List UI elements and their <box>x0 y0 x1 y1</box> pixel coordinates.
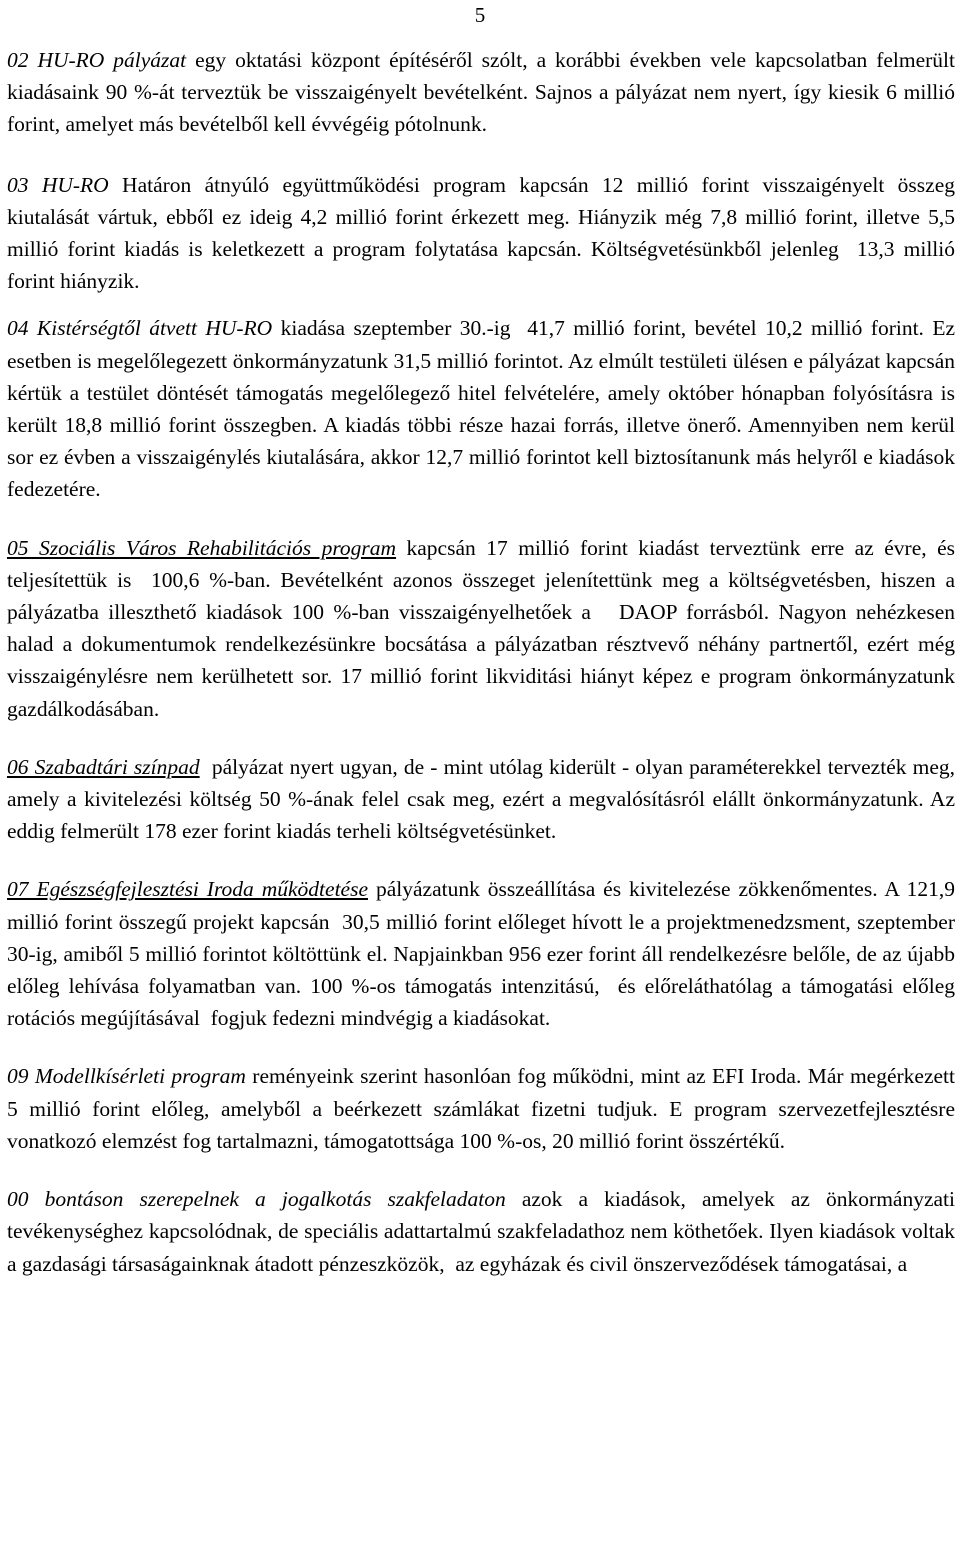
paragraph-text: kiadása szeptember 30.-ig 41,7 millió forint, bevétel 10,2 millió forint. Ez esetben is megelőlegezett önkormányzatunk 31,5 millió forintot. Az elmúlt testületi ülésen e pályázat kapcsán kértük a testület döntését támogatás megelőlegező hitel felvételére, amely október hónapban folyósításra is került 18,8 millió forint összegben. A kiadás többi része hazai forrás, illetve önerő. Amennyiben nem kerül sor ez évben a visszaigénylés kiutalására, akkor 12,7 millió forintot kell biztosítanunk más helyről e kiadások fedezetére. <box>7 316 960 502</box>
page-number: 5 <box>474 3 486 27</box>
paragraph-06-szabadtari-szinpad <box>7 751 960 848</box>
paragraph-text: kapcsán 17 millió forint kiadást terveztünk erre az évre, és teljesítettük is 100,6 %-ban. Bevételként azonos összeget jelenítettünk meg a költségvetésben, hiszen a pályázatba illeszthető kiadások 100 %-ban visszaigényelhetőek a DAOP forrásból. Nagyon nehézkesen halad a dokumentumok rendelkezésünkre bocsátása a pályázatban résztvevő néhány partnertől, ezért még visszaigénylésre nem kerülhetett sor. 17 millió forint likviditási hiányt képez e program önkormányzatunk gazdálkodásában. <box>7 535 960 721</box>
paragraph-text: pályázatunk összeállítása és kivitelezése zökkenőmentes. A 121,9 millió forint összegű projekt kapcsán 30,5 millió forint előleget hívott le a projektmenedzsment, szeptember 30-ig, amiből 5 millió forintot költöttünk el. Napjainkban 956 ezer forint áll rendelkezésre belőle, de az újabb előleg lehívása folyamatban van. 100 %-os támogatás intenzitású, és előreláthatólag a támogatási előleg rotációs megújításával fogjuk fedezni mindvégig a kiadásokat. <box>7 877 960 1031</box>
paragraph-09-modellkiserleti-program <box>7 1060 960 1157</box>
paragraph-text: azok a kiadások, amelyek az önkormányzati tevékenységhez kapcsolódnak, de speciális adattartalmú szakfeladathoz nem köthetőek. Ilyen kiadások voltak a gazdasági társaságainknak átadott pénzeszközök, az egyházak és civil önszerveződések támogatásai, a <box>7 1187 960 1276</box>
paragraph-07-egeszsegfejlesztesi-iroda <box>7 873 960 1034</box>
paragraph-00-bontas <box>7 1183 960 1280</box>
paragraph-lead: 04 Kistérségtől átvett HU-RO <box>7 316 273 341</box>
paragraph-lead: 03 HU-RO <box>7 172 109 197</box>
paragraph-lead: 00 bontáson szerepelnek a jogalkotás szakfeladaton <box>7 1187 506 1212</box>
paragraph-text: egy oktatási központ építéséről szólt, a korábbi években vele kapcsolatban felmerült kiadásaink 90 %-át terveztük be visszaigényelt bevételként. Sajnos a pályázat nem nyert, így kiesik 6 millió forint, amelyet más bevételből kell évvégéig pótolnunk. <box>7 48 960 137</box>
paragraph-text: pályázat nyert ugyan, de - mint utólag kiderült - olyan paraméterekkel tervezték meg, amely a kivitelezési költség 50 %-ának felel csak meg, ezért a megvalósításról elállt önkormányzatunk. Az eddig felmerült 178 ezer forint kiadás terheli költségvetésünket. <box>7 754 960 844</box>
paragraph-03-hu-ro <box>7 169 960 298</box>
paragraph-lead: 06 Szabadtári színpad <box>7 754 200 779</box>
paragraph-lead: 09 Modellkísérleti program <box>7 1064 246 1089</box>
paragraph-text: Határon átnyúló együttműködési program kapcsán 12 millió forint visszaigényelt összeg kiutalását vártuk, ebből ez ideig 4,2 millió forint érkezett meg. Hiányzik még 7,8 millió forint, illetve 5,5 millió forint kiadás is keletkezett a program folytatása kapcsán. Költségvetésünkből jelenleg 13,3 millió forint hiányzik. <box>7 172 960 294</box>
paragraph-lead: 02 HU-RO pályázat <box>7 48 187 72</box>
paragraph-02-hu-ro <box>7 44 960 141</box>
paragraph-text: reményeink szerint hasonlóan fog működni, mint az EFI Iroda. Már megérkezett 5 millió forint előleg, amelyből a beérkezett számlákat fizetni tudjuk. E program szervezetfejlesztésre vonatkozó elemzést fog tartalmazni, támogatottsága 100 %-os, 20 millió forint összértékű. <box>7 1064 960 1153</box>
paragraph-lead: 05 Szociális Város Rehabilitációs program <box>7 535 397 560</box>
paragraph-05-szocialis-varos <box>7 532 960 725</box>
paragraph-04-kisterseg <box>7 312 960 505</box>
document-body <box>7 44 960 1280</box>
paragraph-lead: 07 Egészségfejlesztési Iroda működtetése <box>7 877 369 902</box>
